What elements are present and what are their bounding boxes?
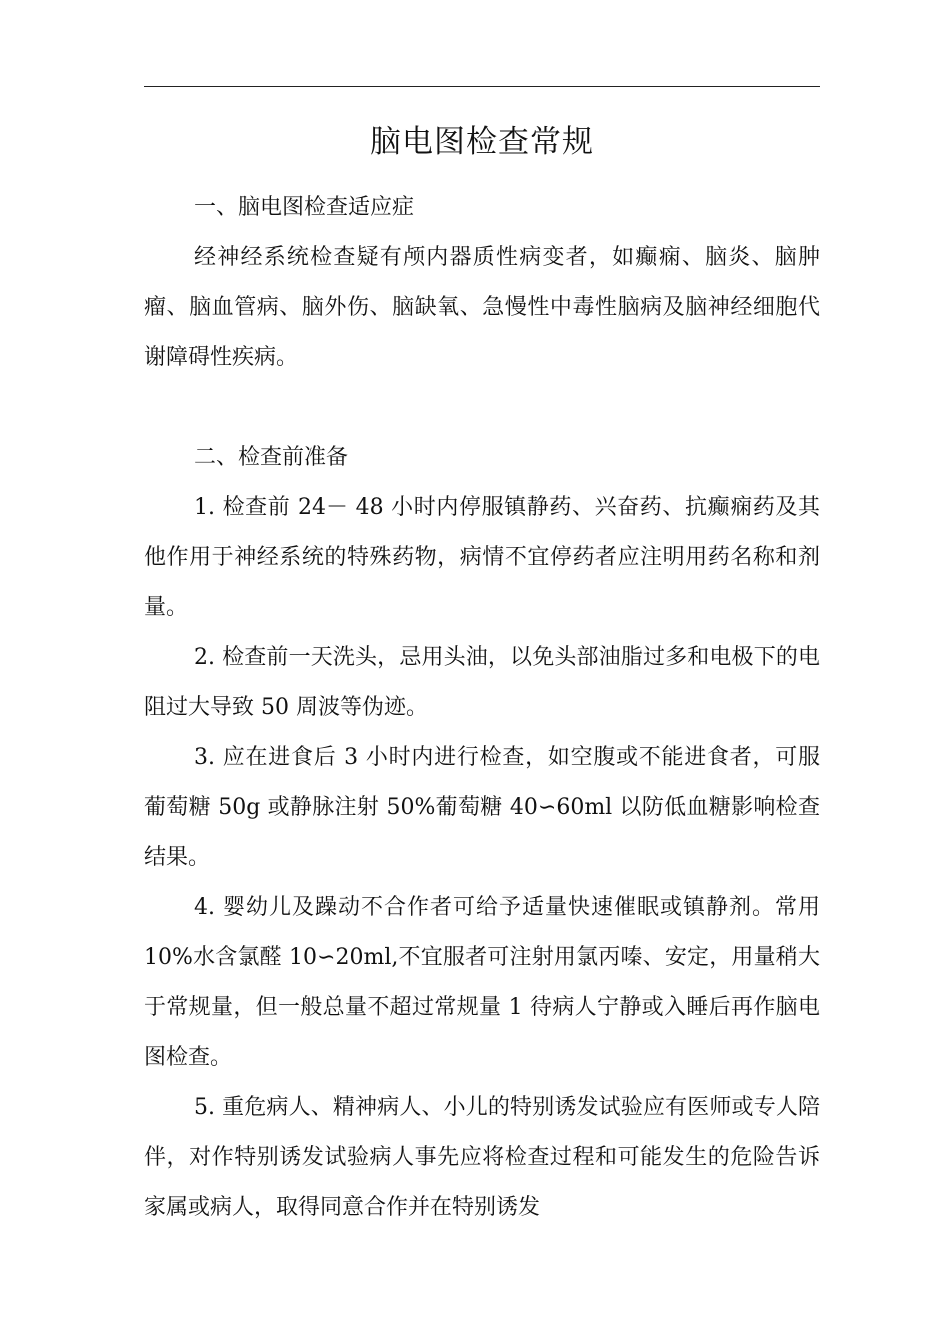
document-title: 脑电图检查常规 — [370, 124, 594, 160]
preparation-item-3: 3. 应在进食后 3 小时内进行检查，如空腹或不能进食者，可服葡萄糖 50g 或静脉注射 50%葡萄糖 40∽60ml 以防低血糖影响检查结果。 — [144, 745, 820, 870]
document-body — [144, 183, 820, 1233]
preparation-item-4: 4. 婴幼儿及躁动不合作者可给予适量快速催眠或镇静剂。常用 10%水含氯醛 10∽20ml,不宜服者可注射用氯丙嗪、安定，用量稍大于常规量，但一般总量不超过常规量 1 待病人宁静或入睡后再作脑电图检查。 — [144, 895, 820, 1070]
section-heading-preparation: 二、检查前准备 — [194, 445, 349, 470]
section-heading-indications: 一、脑电图检查适应症 — [194, 195, 415, 220]
section-spacer — [144, 383, 820, 433]
indications-paragraph: 经神经系统检查疑有颅内器质性病变者，如癫痫、脑炎、脑肿瘤、脑血管病、脑外伤、脑缺氧、急慢性中毒性脑病及脑神经细胞代谢障碍性疾病。 — [144, 245, 820, 370]
preparation-item-2: 2. 检查前一天洗头，忌用头油，以免头部油脂过多和电极下的电阻过大导致 50 周波等伪迹。 — [144, 645, 820, 720]
preparation-item-5: 5. 重危病人、精神病人、小儿的特别诱发试验应有医师或专人陪伴，对作特别诱发试验病人事先应将检查过程和可能发生的危险告诉家属或病人，取得同意合作并在特别诱发 — [144, 1095, 820, 1220]
header-rule — [144, 86, 820, 87]
preparation-item-1: 1. 检查前 24－ 48 小时内停服镇静药、兴奋药、抗癫痫药及其他作用于神经系统的特殊药物，病情不宜停药者应注明用药名称和剂量。 — [144, 495, 820, 620]
